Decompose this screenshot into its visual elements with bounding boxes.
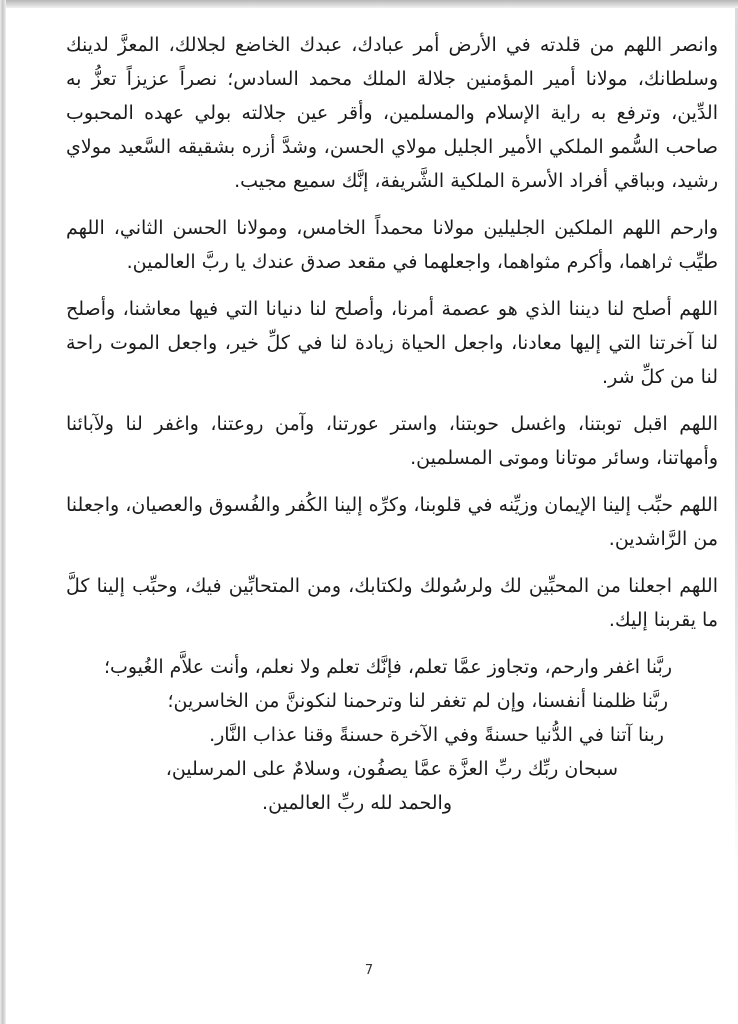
supplication-line-2: ربَّنا ظلمنا أنفسنا، وإن لم تغفر لنا وترحمنا لنكوننَّ من الخاسرين؛ [167, 690, 668, 712]
prayer-paragraph-3: اللهم أصلح لنا ديننا الذي هو عصمة أمرنا، وأصلح لنا دنيانا التي فيها معاشنا، وأصلح لنا آخرتنا التي إليها معادنا، واجعل الحياة زيادة لنا في كلِّ خير، واجعل الموت راحة لنا من كلِّ شر. [66, 298, 718, 388]
supplication-line-4: سبحان ربِّك ربِّ العزَّة عمَّا يصفُون، وسلامٌ على المرسلين، [165, 758, 618, 780]
scan-edge-top [0, 0, 738, 8]
prayer-paragraph-5: اللهم حبِّب إلينا الإيمان وزيِّنه في قلوبنا، وكرِّه إلينا الكُفر والفُسوق والعصيان، واجعلنا من الرَّاشدين. [66, 494, 718, 550]
prayer-paragraph-2: وارحم اللهم الملكين الجليلين مولانا محمداً الخامس، ومولانا الحسن الثاني، اللهم طيِّب ثراهما، وأكرم مثواهما، واجعلهما في مقعد صدق عندك يا ربَّ العالمين. [66, 217, 718, 273]
page-text-block [66, 28, 718, 820]
prayer-paragraph-4: اللهم اقبل توبتنا، واغسل حوبتنا، واستر عورتنا، وآمن روعتنا، واغفر لنا ولآبائنا وأمهاتنا، وسائر موتانا وموتى المسلمين. [66, 413, 718, 469]
prayer-paragraph-6: اللهم اجعلنا من المحبِّين لك ولرسُولك ولكتابك، ومن المتحابِّين فيك، وحبِّب إلينا كلَّ ما يقربنا إليك. [66, 575, 718, 631]
page-number: 7 [364, 963, 374, 978]
supplication-line-3: ربنا آتنا في الدُّنيا حسنةً وفي الآخرة حسنةً وقنا عذاب النَّار. [209, 724, 664, 746]
supplication-line-1: ربَّنا اغفر وارحم، وتجاوز عمَّا تعلم، فإنَّك تعلم ولا نعلم، وأنت علاَّم الغُيوب؛ [103, 656, 672, 678]
prayer-paragraph-1: وانصر اللهم من قلدته في الأرض أمر عبادك، عبدك الخاضع لجلالك، المعزَّ لدينك وسلطانك، مولانا أمير المؤمنين جلالة الملك محمد السادس؛ نصراً عزيزاً تعزُّ به الدِّين، وترفع به راية الإسلام والمسلمين، وأقر عين جلالته بولي عهده المحبوب صاحب السُّمو الملكي الأمير الجليل مولاي الحسن، وشدَّ أزره بشقيقه السَّعيد مولاي رشيد، وبباقي أفراد الأسرة الملكية الشَّريفة، إنَّك سميع مجيب. [66, 34, 718, 192]
scan-edge-left [0, 0, 6, 1024]
supplication-line-5: والحمد لله ربِّ العالمين. [262, 792, 452, 814]
